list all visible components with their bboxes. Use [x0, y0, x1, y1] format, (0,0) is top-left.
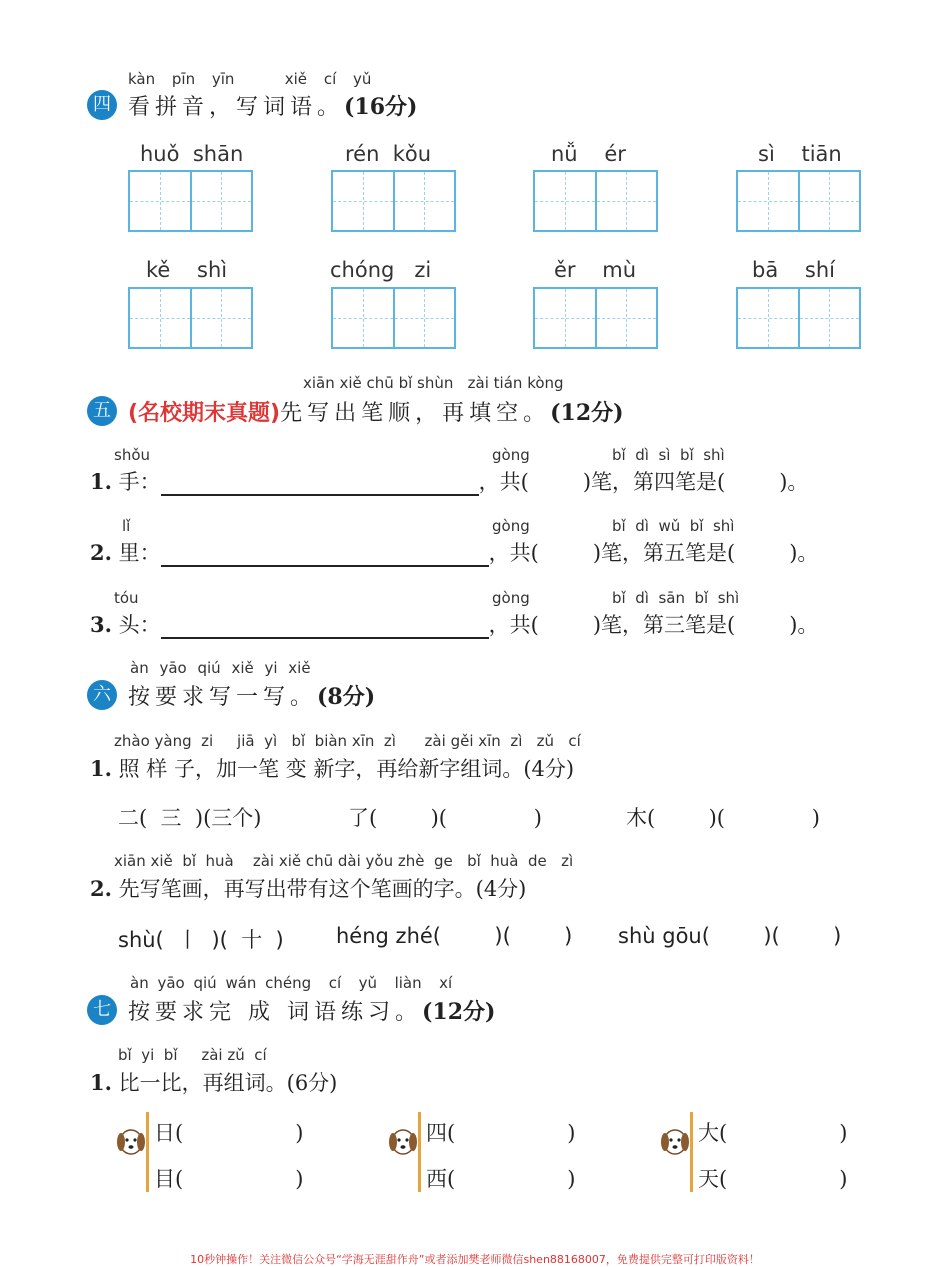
word-5-pinyin: kě shì — [146, 258, 228, 282]
q5-1-pinyin2: bǐ dì sì bǐ shì — [612, 446, 725, 464]
stroke-order-line-3[interactable] — [161, 615, 489, 639]
divider-bar — [418, 1112, 421, 1192]
q6-2-blank-1[interactable]: héng zhé( )( ) — [336, 924, 573, 948]
q6-1-blank-1[interactable]: 了( )( ) — [348, 806, 542, 830]
word-8-pinyin: bā shí — [752, 258, 835, 282]
stroke-order-line-2[interactable] — [161, 543, 489, 567]
stroke-order-line-1[interactable] — [161, 472, 479, 496]
writing-grid-2[interactable] — [331, 170, 456, 232]
compare-bottom-1[interactable]: 目( ) — [154, 1167, 304, 1191]
q6-2-example: shù( 丨 )( 十 ) — [118, 928, 284, 952]
word-2-pinyin: rén kǒu — [345, 142, 432, 166]
section7-pinyin: àn yāo qiú wán chéng cí yǔ liàn xí — [130, 974, 453, 992]
compare-top-1[interactable]: 日( ) — [154, 1121, 304, 1145]
q5-3-pinyin: tóu — [114, 589, 139, 607]
q6-1-text: 1. 照 样 子，加一笔 变 新字，再给新字组词。(4分) — [90, 756, 575, 781]
puppy-icon — [660, 1122, 690, 1162]
writing-grid-4[interactable] — [736, 170, 861, 232]
word-7-pinyin: ěr mù — [554, 258, 637, 282]
writing-grid-3[interactable] — [533, 170, 658, 232]
writing-grid-5[interactable] — [128, 287, 253, 349]
word-3-pinyin: nǚ ér — [551, 142, 626, 166]
section4-title: 看拼音，写词语。(16分) — [128, 94, 418, 120]
q5-2-pinyin2: bǐ dì wǔ bǐ shì — [612, 517, 735, 535]
section5-pinyin: xiān xiě chū bǐ shùn zài tián kòng — [303, 374, 564, 392]
q5-3: 3. 头： ，共( )笔，第三笔是( )。 — [90, 612, 819, 637]
q5-2-pinyin: lǐ — [122, 517, 131, 535]
q6-1-example: 二( 三 )(三个) — [118, 806, 262, 830]
puppy-icon — [388, 1122, 418, 1162]
q7-1-text: 1. 比一比，再组词。(6分) — [90, 1070, 338, 1095]
compare-top-2[interactable]: 四( ) — [426, 1121, 576, 1145]
compare-bottom-2[interactable]: 西( ) — [426, 1167, 576, 1191]
section6-title: 按要求写一写。(8分) — [128, 684, 376, 710]
section6-pinyin: àn yāo qiú xiě yi xiě — [130, 659, 311, 677]
divider-bar — [690, 1112, 693, 1192]
section4-pinyin: kàn pīn yīn xiě cí yǔ — [128, 70, 372, 88]
q5-1-pinyin: shǒu — [114, 446, 151, 464]
puppy-icon — [116, 1122, 146, 1162]
q5-3-gong-pinyin: gòng — [492, 589, 530, 607]
divider-bar — [146, 1112, 149, 1192]
footer-notice: 10秒钟操作！关注微信公众号“学海无涯甜作舟”或者添加樊老师微信shen88168007，免费提供完整可打印版资料！ — [190, 1253, 760, 1266]
q6-2-pinyin: xiān xiě bǐ huà zài xiě chū dài yǒu zhè ge bǐ huà de zì — [114, 852, 574, 870]
word-6-pinyin: chóng zi — [330, 258, 432, 282]
q5-1-gong-pinyin: gòng — [492, 446, 530, 464]
q5-2-gong-pinyin: gòng — [492, 517, 530, 535]
writing-grid-8[interactable] — [736, 287, 861, 349]
writing-grid-7[interactable] — [533, 287, 658, 349]
word-4-pinyin: sì tiān — [758, 142, 842, 166]
section7-title: 按要求完 成 词语练习。(12分) — [128, 999, 496, 1025]
q6-2-blank-2[interactable]: shù gōu( )( ) — [618, 924, 842, 948]
compare-bottom-3[interactable]: 天( ) — [698, 1167, 848, 1191]
q5-3-pinyin2: bǐ dì sān bǐ shì — [612, 589, 740, 607]
q6-2-text: 2. 先写笔画，再写出带有这个笔画的字。(4分) — [90, 876, 527, 901]
q7-1-pinyin: bǐ yi bǐ zài zǔ cí — [118, 1046, 267, 1064]
q6-1-blank-2[interactable]: 木( )( ) — [626, 806, 820, 830]
writing-grid-6[interactable] — [331, 287, 456, 349]
compare-top-3[interactable]: 大( ) — [698, 1121, 848, 1145]
section4-badge: 四 — [87, 90, 117, 120]
section5-title: (名校期末真题)先写出笔顺，再填空。(12分) — [128, 400, 624, 426]
section7-badge: 七 — [87, 995, 117, 1025]
q5-1: 1. 手： ，共( )笔，第四笔是( )。 — [90, 469, 809, 494]
word-1-pinyin: huǒ shān — [140, 142, 244, 166]
q5-2: 2. 里： ，共( )笔，第五笔是( )。 — [90, 540, 819, 565]
section6-badge: 六 — [87, 680, 117, 710]
section5-badge: 五 — [87, 396, 117, 426]
writing-grid-1[interactable] — [128, 170, 253, 232]
q6-1-pinyin: zhào yàng zi jiā yì bǐ biàn xīn zì zài gěi xīn zì zǔ cí — [114, 732, 581, 750]
